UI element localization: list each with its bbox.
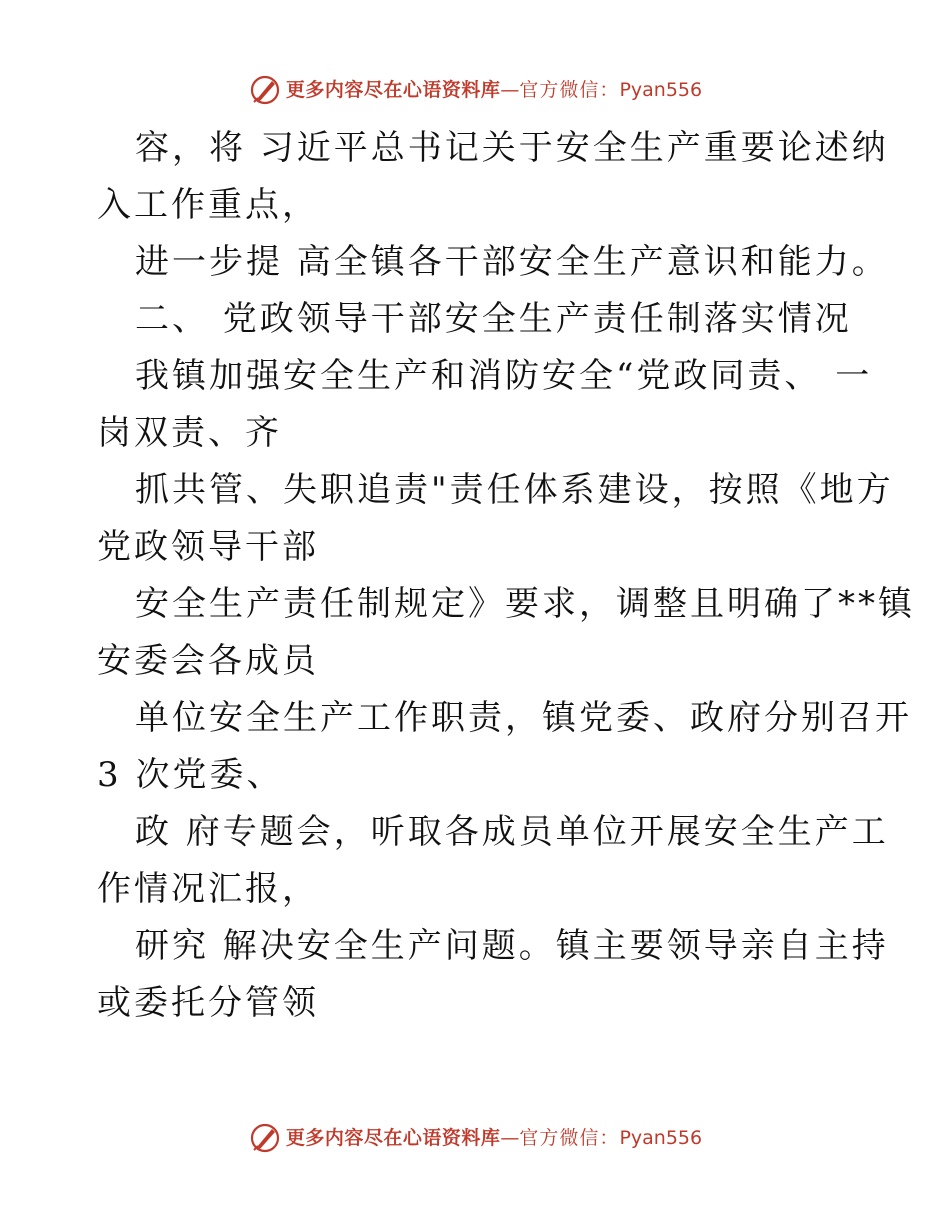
quill-pen-logo-icon bbox=[248, 73, 282, 107]
text-line: 单位安全生产工作职责，镇党委、政府分别召开 bbox=[135, 698, 912, 738]
watermark-wechat-id: Pyan556 bbox=[619, 1127, 703, 1149]
text-line: 容，将 习近平总书记关于安全生产重要论述纳 bbox=[135, 128, 889, 168]
text-line: 作情况汇报， bbox=[97, 869, 319, 909]
text-line: 我镇加强安全生产和消防安全“党政同责、 一 bbox=[135, 356, 873, 396]
text-line: 3 次党委、 bbox=[97, 755, 284, 795]
text-line: 党政领导干部 bbox=[97, 527, 319, 567]
watermark-brand: 更多内容尽在心语资料库 bbox=[285, 1127, 501, 1149]
text-line: 进一步提 高全镇各干部安全生产意识和能力。 bbox=[135, 242, 889, 282]
text-line: 安全生产责任制规定》要求，调整且明确了**镇 bbox=[135, 584, 915, 624]
text-line: 抓共管、失职追责"责任体系建设，按照《地方 bbox=[135, 470, 894, 510]
quill-pen-logo-icon bbox=[248, 1121, 282, 1155]
text-line: 安委会各成员 bbox=[97, 641, 319, 681]
text-line: 研究 解决安全生产问题。镇主要领导亲自主持 bbox=[135, 926, 889, 966]
watermark-footer bbox=[0, 1118, 950, 1158]
watermark-separator: — bbox=[500, 79, 520, 101]
text-line: 入工作重点， bbox=[97, 185, 319, 225]
watermark-brand: 更多内容尽在心语资料库 bbox=[285, 79, 501, 101]
watermark-header bbox=[0, 70, 950, 110]
text-line: 岗双责、齐 bbox=[97, 413, 282, 453]
watermark-official-label: 官方微信： bbox=[519, 1127, 620, 1149]
section-heading: 二、 党政领导干部安全生产责任制落实情况 bbox=[135, 299, 852, 339]
watermark-separator: — bbox=[500, 1127, 520, 1149]
watermark-official-label: 官方微信： bbox=[519, 79, 620, 101]
document-body bbox=[97, 120, 915, 1032]
text-line: 或委托分管领 bbox=[97, 983, 319, 1023]
text-line: 政 府专题会，听取各成员单位开展安全生产工 bbox=[135, 812, 889, 852]
watermark-wechat-id: Pyan556 bbox=[619, 79, 703, 101]
